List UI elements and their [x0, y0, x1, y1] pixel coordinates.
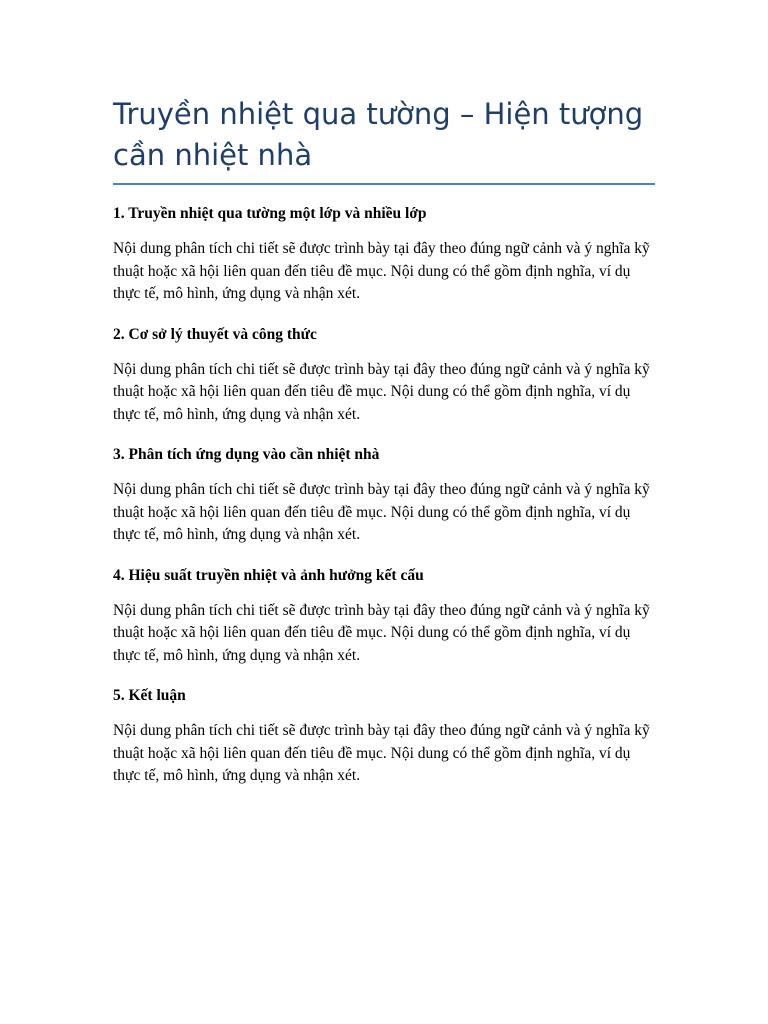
section-body: Nội dung phân tích chi tiết sẽ được trình bày tại đây theo đúng ngữ cảnh và ý nghĩa kỹ thuật hoặc xã hội liên quan đến tiêu đề mục. Nội dung có thể gồm định nghĩa, ví dụ thực tế, mô hình, ứng dụng và nhận xét.	[113, 481, 650, 543]
section-heading: 3. Phân tích ứng dụng vào cần nhiệt nhà	[113, 446, 380, 463]
section-body: Nội dung phân tích chi tiết sẽ được trình bày tại đây theo đúng ngữ cảnh và ý nghĩa kỹ thuật hoặc xã hội liên quan đến tiêu đề mục. Nội dung có thể gồm định nghĩa, ví dụ thực tế, mô hình, ứng dụng và nhận xét.	[113, 240, 650, 302]
section-body: Nội dung phân tích chi tiết sẽ được trình bày tại đây theo đúng ngữ cảnh và ý nghĩa kỹ thuật hoặc xã hội liên quan đến tiêu đề mục. Nội dung có thể gồm định nghĩa, ví dụ thực tế, mô hình, ứng dụng và nhận xét.	[113, 722, 650, 784]
section-3	[113, 445, 655, 547]
section-2	[113, 325, 655, 427]
section-heading: 1. Truyền nhiệt qua tường một lớp và nhiều lớp	[113, 205, 427, 222]
section-4	[113, 566, 655, 668]
section-heading: 5. Kết luận	[113, 687, 186, 704]
section-heading: 2. Cơ sở lý thuyết và công thức	[113, 325, 317, 343]
section-5	[113, 686, 655, 788]
document-page	[113, 94, 655, 788]
section-body: Nội dung phân tích chi tiết sẽ được trình bày tại đây theo đúng ngữ cảnh và ý nghĩa kỹ thuật hoặc xã hội liên quan đến tiêu đề mục. Nội dung có thể gồm định nghĩa, ví dụ thực tế, mô hình, ứng dụng và nhận xét.	[113, 360, 650, 423]
section-1	[113, 204, 655, 306]
section-heading: 4. Hiệu suất truyền nhiệt và ảnh hưởng kết cấu	[113, 566, 424, 584]
document-title: Truyền nhiệt qua tường – Hiện tượng cần nhiệt nhà	[113, 94, 655, 185]
section-body: Nội dung phân tích chi tiết sẽ được trình bày tại đây theo đúng ngữ cảnh và ý nghĩa kỹ thuật hoặc xã hội liên quan đến tiêu đề mục. Nội dung có thể gồm định nghĩa, ví dụ thực tế, mô hình, ứng dụng và nhận xét.	[113, 601, 650, 664]
